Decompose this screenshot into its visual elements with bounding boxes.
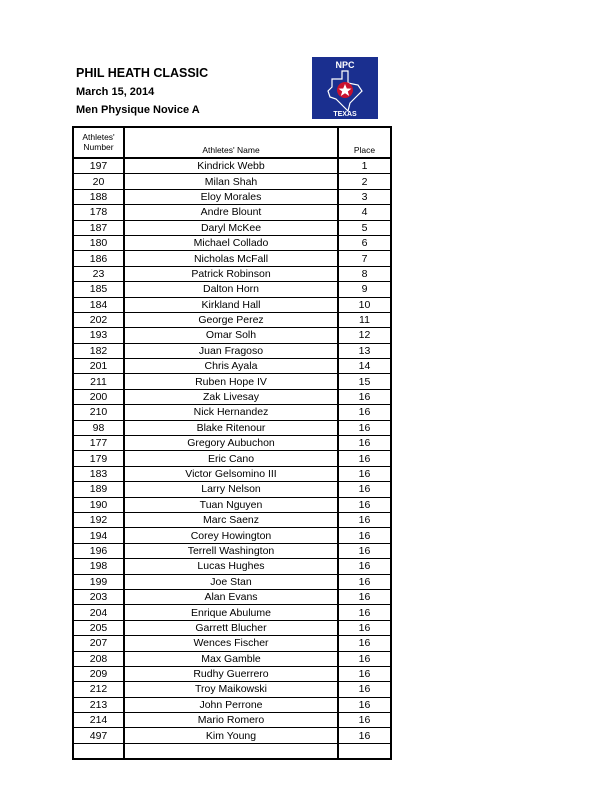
table-row bbox=[73, 405, 391, 420]
athlete-name-cell: Milan Shah bbox=[124, 174, 338, 189]
table-row bbox=[73, 343, 391, 358]
athlete-number-cell: 198 bbox=[73, 559, 124, 574]
athlete-name-cell: Larry Nelson bbox=[124, 482, 338, 497]
column-header-number bbox=[73, 127, 124, 158]
table-row bbox=[73, 359, 391, 374]
table-row bbox=[73, 466, 391, 481]
table-row bbox=[73, 620, 391, 635]
athlete-name-cell bbox=[124, 743, 338, 759]
table-header-row bbox=[73, 127, 391, 158]
athlete-place-cell: 11 bbox=[338, 312, 391, 327]
table-row bbox=[73, 482, 391, 497]
athlete-place-cell: 15 bbox=[338, 374, 391, 389]
athlete-number-cell: 187 bbox=[73, 220, 124, 235]
athlete-name-cell: Tuan Nguyen bbox=[124, 497, 338, 512]
table-row bbox=[73, 512, 391, 527]
athlete-name-cell: Zak Livesay bbox=[124, 389, 338, 404]
athlete-name-cell: Alan Evans bbox=[124, 589, 338, 604]
athlete-place-cell: 16 bbox=[338, 466, 391, 481]
table-row bbox=[73, 543, 391, 558]
athlete-name-cell: Eric Cano bbox=[124, 451, 338, 466]
table-row bbox=[73, 312, 391, 327]
table-row bbox=[73, 666, 391, 681]
athlete-place-cell: 16 bbox=[338, 713, 391, 728]
athlete-number-cell: 178 bbox=[73, 205, 124, 220]
athlete-number-cell bbox=[73, 743, 124, 759]
athlete-name-cell: George Perez bbox=[124, 312, 338, 327]
athlete-number-cell: 180 bbox=[73, 235, 124, 250]
athlete-name-cell: Omar Solh bbox=[124, 328, 338, 343]
athlete-number-cell: 210 bbox=[73, 405, 124, 420]
athlete-name-cell: Eloy Morales bbox=[124, 189, 338, 204]
athlete-place-cell: 16 bbox=[338, 405, 391, 420]
athlete-name-cell: Daryl McKee bbox=[124, 220, 338, 235]
athlete-name-cell: Marc Saenz bbox=[124, 512, 338, 527]
athlete-name-cell: Blake Ritenour bbox=[124, 420, 338, 435]
athlete-name-cell: Joe Stan bbox=[124, 574, 338, 589]
athlete-number-cell: 207 bbox=[73, 636, 124, 651]
athlete-number-cell: 204 bbox=[73, 605, 124, 620]
results-table bbox=[72, 126, 392, 760]
athlete-number-cell: 185 bbox=[73, 282, 124, 297]
athlete-place-cell: 16 bbox=[338, 420, 391, 435]
table-row bbox=[73, 205, 391, 220]
athlete-name-cell: Michael Collado bbox=[124, 235, 338, 250]
athlete-place-cell: 3 bbox=[338, 189, 391, 204]
table-row bbox=[73, 158, 391, 174]
logo-top-text: NPC bbox=[335, 60, 355, 70]
athlete-name-cell: Kirkland Hall bbox=[124, 297, 338, 312]
column-header-place: Place bbox=[338, 127, 391, 158]
athlete-name-cell: Kim Young bbox=[124, 728, 338, 743]
athlete-place-cell bbox=[338, 743, 391, 759]
column-header-name: Athletes' Name bbox=[124, 127, 338, 158]
athlete-number-cell: 212 bbox=[73, 682, 124, 697]
athlete-place-cell: 16 bbox=[338, 497, 391, 512]
athlete-number-cell: 203 bbox=[73, 589, 124, 604]
athlete-number-cell: 177 bbox=[73, 436, 124, 451]
athlete-place-cell: 2 bbox=[338, 174, 391, 189]
athlete-place-cell: 16 bbox=[338, 589, 391, 604]
athlete-number-cell: 189 bbox=[73, 482, 124, 497]
athlete-name-cell: Corey Howington bbox=[124, 528, 338, 543]
athlete-place-cell: 16 bbox=[338, 620, 391, 635]
athlete-place-cell: 16 bbox=[338, 682, 391, 697]
athlete-place-cell: 16 bbox=[338, 697, 391, 712]
athlete-place-cell: 16 bbox=[338, 651, 391, 666]
table-row bbox=[73, 713, 391, 728]
athlete-name-cell: Lucas Hughes bbox=[124, 559, 338, 574]
athlete-place-cell: 8 bbox=[338, 266, 391, 281]
athlete-name-cell: Andre Blount bbox=[124, 205, 338, 220]
athlete-name-cell: Nick Hernandez bbox=[124, 405, 338, 420]
athlete-name-cell: Enrique Abulume bbox=[124, 605, 338, 620]
athlete-number-cell: 20 bbox=[73, 174, 124, 189]
athlete-name-cell: John Perrone bbox=[124, 697, 338, 712]
athlete-number-cell: 497 bbox=[73, 728, 124, 743]
athlete-number-cell: 208 bbox=[73, 651, 124, 666]
athlete-number-cell: 205 bbox=[73, 620, 124, 635]
table-row bbox=[73, 589, 391, 604]
athlete-number-cell: 211 bbox=[73, 374, 124, 389]
table-row bbox=[73, 451, 391, 466]
table-row bbox=[73, 497, 391, 512]
athlete-number-cell: 202 bbox=[73, 312, 124, 327]
athlete-number-cell: 186 bbox=[73, 251, 124, 266]
athlete-number-cell: 183 bbox=[73, 466, 124, 481]
athlete-number-cell: 192 bbox=[73, 512, 124, 527]
athlete-number-cell: 184 bbox=[73, 297, 124, 312]
athlete-name-cell: Rudhy Guerrero bbox=[124, 666, 338, 681]
table-row bbox=[73, 328, 391, 343]
athlete-place-cell: 14 bbox=[338, 359, 391, 374]
column-header-number-line2: Number bbox=[83, 141, 114, 152]
athlete-number-cell: 98 bbox=[73, 420, 124, 435]
logo-bottom-text: TEXAS bbox=[333, 111, 357, 118]
athlete-place-cell: 16 bbox=[338, 389, 391, 404]
athlete-number-cell: 23 bbox=[73, 266, 124, 281]
athlete-place-cell: 16 bbox=[338, 512, 391, 527]
athlete-name-cell: Nicholas McFall bbox=[124, 251, 338, 266]
athlete-number-cell: 197 bbox=[73, 158, 124, 174]
table-row bbox=[73, 297, 391, 312]
athlete-place-cell: 13 bbox=[338, 343, 391, 358]
athlete-place-cell: 16 bbox=[338, 636, 391, 651]
table-row bbox=[73, 728, 391, 743]
athlete-place-cell: 12 bbox=[338, 328, 391, 343]
athlete-name-cell: Dalton Horn bbox=[124, 282, 338, 297]
athlete-name-cell: Terrell Washington bbox=[124, 543, 338, 558]
table-row bbox=[73, 743, 391, 759]
athlete-number-cell: 213 bbox=[73, 697, 124, 712]
table-row bbox=[73, 528, 391, 543]
event-title: PHIL HEATH CLASSIC bbox=[76, 66, 209, 80]
table-row bbox=[73, 251, 391, 266]
athlete-name-cell: Ruben Hope IV bbox=[124, 374, 338, 389]
athlete-number-cell: 193 bbox=[73, 328, 124, 343]
athlete-name-cell: Chris Ayala bbox=[124, 359, 338, 374]
athlete-place-cell: 16 bbox=[338, 666, 391, 681]
athlete-number-cell: 200 bbox=[73, 389, 124, 404]
athlete-number-cell: 179 bbox=[73, 451, 124, 466]
athlete-number-cell: 199 bbox=[73, 574, 124, 589]
column-header-number-line1: Athletes' bbox=[82, 131, 115, 142]
athlete-number-cell: 190 bbox=[73, 497, 124, 512]
athlete-number-cell: 188 bbox=[73, 189, 124, 204]
athlete-place-cell: 5 bbox=[338, 220, 391, 235]
athlete-name-cell: Troy Maikowski bbox=[124, 682, 338, 697]
athlete-place-cell: 16 bbox=[338, 436, 391, 451]
athlete-name-cell: Patrick Robinson bbox=[124, 266, 338, 281]
athlete-name-cell: Wences Fischer bbox=[124, 636, 338, 651]
athlete-place-cell: 16 bbox=[338, 728, 391, 743]
table-row bbox=[73, 174, 391, 189]
table-row bbox=[73, 605, 391, 620]
athlete-place-cell: 16 bbox=[338, 574, 391, 589]
table-row bbox=[73, 220, 391, 235]
athlete-name-cell: Juan Fragoso bbox=[124, 343, 338, 358]
table-row bbox=[73, 559, 391, 574]
athlete-number-cell: 196 bbox=[73, 543, 124, 558]
athlete-place-cell: 16 bbox=[338, 559, 391, 574]
table-row bbox=[73, 282, 391, 297]
npc-texas-logo bbox=[312, 57, 378, 119]
athlete-name-cell: Victor Gelsomino III bbox=[124, 466, 338, 481]
table-row bbox=[73, 374, 391, 389]
athlete-number-cell: 182 bbox=[73, 343, 124, 358]
athlete-name-cell: Gregory Aubuchon bbox=[124, 436, 338, 451]
table-row bbox=[73, 420, 391, 435]
table-row bbox=[73, 266, 391, 281]
event-date: March 15, 2014 bbox=[76, 86, 155, 98]
athlete-place-cell: 16 bbox=[338, 528, 391, 543]
table-row bbox=[73, 389, 391, 404]
athlete-name-cell: Max Gamble bbox=[124, 651, 338, 666]
athlete-place-cell: 7 bbox=[338, 251, 391, 266]
athlete-place-cell: 1 bbox=[338, 158, 391, 174]
athlete-place-cell: 16 bbox=[338, 482, 391, 497]
table-row bbox=[73, 574, 391, 589]
athlete-number-cell: 214 bbox=[73, 713, 124, 728]
table-row bbox=[73, 682, 391, 697]
table-row bbox=[73, 697, 391, 712]
athlete-number-cell: 201 bbox=[73, 359, 124, 374]
table-row bbox=[73, 651, 391, 666]
athlete-name-cell: Kindrick Webb bbox=[124, 158, 338, 174]
athlete-place-cell: 16 bbox=[338, 605, 391, 620]
table-row bbox=[73, 636, 391, 651]
table-row bbox=[73, 189, 391, 204]
athlete-name-cell: Garrett Blucher bbox=[124, 620, 338, 635]
athlete-place-cell: 4 bbox=[338, 205, 391, 220]
athlete-place-cell: 10 bbox=[338, 297, 391, 312]
athlete-number-cell: 194 bbox=[73, 528, 124, 543]
athlete-place-cell: 9 bbox=[338, 282, 391, 297]
division-title: Men Physique Novice A bbox=[76, 104, 200, 116]
athlete-number-cell: 209 bbox=[73, 666, 124, 681]
table-row bbox=[73, 436, 391, 451]
table-row bbox=[73, 235, 391, 250]
athlete-name-cell: Mario Romero bbox=[124, 713, 338, 728]
athlete-place-cell: 16 bbox=[338, 451, 391, 466]
athlete-place-cell: 6 bbox=[338, 235, 391, 250]
athlete-place-cell: 16 bbox=[338, 543, 391, 558]
